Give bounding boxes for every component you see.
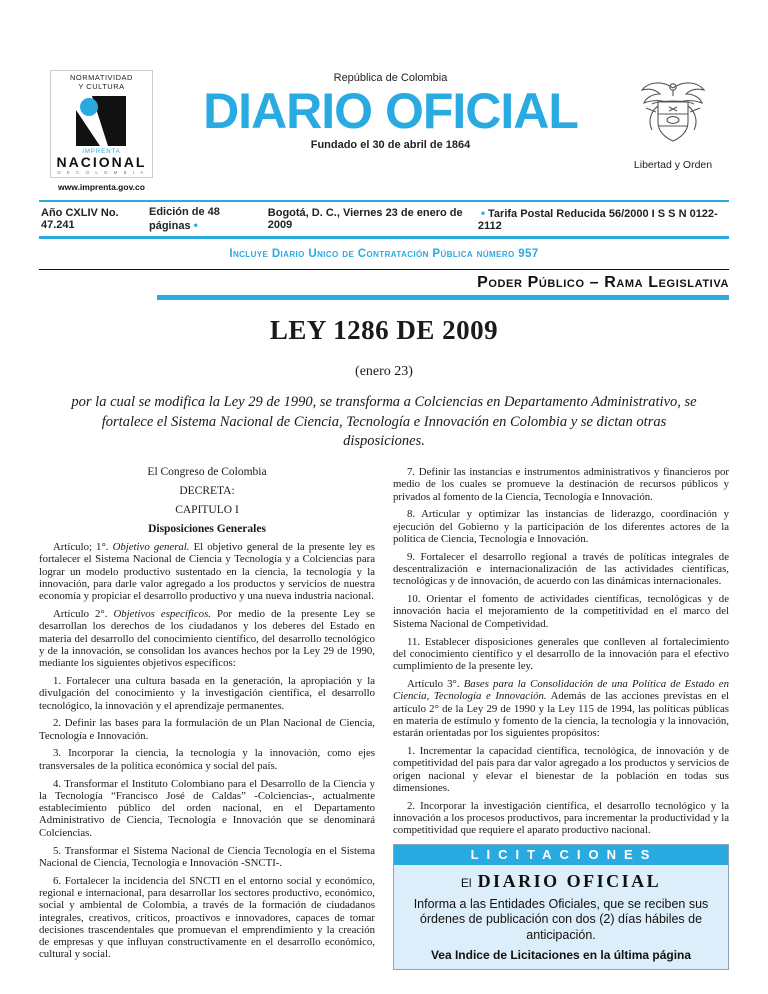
paragraph: 2. Incorporar la investigación científica, el desarrollo tecnológico y la innovación a los procesos productivos, para incrementar la productividad y la competitividad que requiere el aparato productivo nacional. [393, 799, 729, 837]
normatividad-label-line2: Y CULTURA [78, 81, 125, 91]
licitaciones-index-note: Vea Indice de Licitaciones en la última página [430, 948, 692, 963]
law-epigraph: por la cual se modifica la Ley 29 de 1990, se transforma a Colciencias en Departamento Administrativo, se fortalece el Sistema Nacional de Ciencia, Tecnología e Innovación en Colombia y se dictan otras disposiciones. [71, 394, 697, 450]
libertad-y-orden-label: Libertad y Orden [633, 159, 713, 171]
right-column [393, 466, 729, 970]
founded-label: Fundado el 30 de abril de 1864 [310, 139, 471, 151]
left-column [39, 466, 375, 970]
paragraph: Artículo 2°. Objetivos específicos. Por medio de la presente Ley se desarrollan los derechos de los ciudadanos y los deberes del Estado en materia del desarrollo del conocimiento científico, del desarrollo tecnológico y de la innovación, se consolidan los avances hechos por la Ley 29 de 1990, mediante los siguientes objetivos específicos: [39, 608, 375, 670]
masthead [39, 70, 729, 192]
paragraph: 7. Definir las instancias e instrumentos administrativos y financieros por medio de los cuales se promueve la destinación de recursos públicos y privados al fomento de la Ciencia, Tecnología e Innovación. [393, 466, 729, 503]
paragraph: 9. Fortalecer el desarrollo regional a través de políticas integrales de descentralización e internacionalización de las actividades científicas, tecnológicas y de innovación, de acuerdo con las dinámicas internacionales. [393, 550, 729, 588]
masthead-center [164, 70, 617, 151]
right-column-paragraphs [393, 466, 729, 837]
licitaciones-brand-line [394, 871, 728, 892]
paragraph: 1. Incrementar la capacidad científica, tecnológica, de innovación y de competitividad del país para dar valor agregado a los productos y servicios de origen nacional y elevar el bienestar de la población en todas sus dimensiones. [393, 744, 729, 794]
left-column-paragraphs [39, 541, 375, 961]
imprenta-website-text: www.imprenta.gov.co [58, 182, 145, 193]
paragraph: 4. Transformar el Instituto Colombiano para el Desarrollo de la Ciencia y la Tecnología “Francisco José de Caldas” -Colciencias-, actualmente establecimiento público del orden nacional, en el Departamento Administrativo de Ciencia, Tecnología e Innovación que se denominará Colciencias. [39, 777, 375, 839]
imprenta-logo-box [50, 70, 154, 178]
paragraph: 5. Transformar el Sistema Nacional de Ciencia Tecnología en el Sistema Nacional de Ciencia, Tecnología e Innovación -SNCTI-. [39, 844, 375, 869]
issue-meta-bar [39, 200, 729, 239]
section-accent-bar [157, 295, 729, 300]
cyan-bullet-icon: • [480, 206, 486, 221]
imprenta-nacional-mark-icon [72, 94, 130, 148]
paragraph: Artículo 3°. Bases para la Consolidación de una Política de Estado en Ciencia, Tecnología e Innovación. Además de las acciones previstas en el artículo 2° de la Ley 29 de 1990 y la Ley 115 de 1994, las políticas públicas en materia de estímulo y fomento de la ciencia, la tecnología y la innovación, estarán orientadas por los siguientes propósitos: [393, 677, 729, 740]
two-column-body [39, 466, 729, 970]
tariff-text: Tarifa Postal Reducida 56/2000 I S S N 0122-2112 [477, 208, 718, 233]
chapter-line: CAPITULO I [175, 504, 239, 517]
decreta-line: DECRETA: [179, 485, 235, 498]
diario-oficial-title: DIARIO OFICIAL [203, 83, 578, 139]
licitaciones-notice-box [393, 844, 729, 971]
chapter-title: Disposiciones Generales [148, 523, 266, 536]
diario-oficial-front-page [39, 0, 729, 970]
includes-contratacion-line: Incluye Diario Unico de Contratación Pública número 957 [229, 248, 539, 261]
edition-text: Edición de 48 páginas [149, 206, 220, 233]
imprenta-nacional-logo-block [39, 70, 164, 192]
licitaciones-header: LICITACIONES [394, 845, 728, 865]
issue-tariff [478, 206, 727, 232]
normatividad-label-line1: NORMATIVIDAD [70, 73, 133, 82]
issue-year-number: Año CXLIV No. 47.241 [41, 207, 119, 232]
paragraph: 2. Definir las bases para la formulación de un Plan Nacional de Ciencia, Tecnología e Innovación. [39, 717, 375, 742]
colombia-coat-of-arms-icon [632, 78, 714, 152]
section-header-poder-publico: Poder Público – Rama Legislativa [477, 274, 729, 292]
licitaciones-info-text: Informa a las Entidades Oficiales, que se reciben sus órdenes de publicación con dos (2) días hábiles de anticipación. [413, 896, 709, 942]
paragraph: 11. Establecer disposiciones generales que conlleven al fortalecimiento del conocimiento científico y el desarrollo de la innovación para el efectivo cumplimiento de la presente ley. [393, 635, 729, 673]
congress-line: El Congreso de Colombia [147, 466, 267, 479]
coat-of-arms-block [617, 70, 729, 171]
paragraph: 1. Fortalecer una cultura basada en la generación, la apropiación y la divulgación del conocimiento y la investigación científica, el desarrollo tecnológico, la innovación y el aprendizaje permanentes. [39, 674, 375, 712]
issue-edition [149, 206, 268, 232]
paragraph: 10. Orientar el fomento de actividades científicas, tecnológicas y de innovación hacia el mejoramiento de la competitividad en el marco del Sistema Nacional de Competividad. [393, 593, 729, 630]
paragraph: 6. Fortalecer la incidencia del SNCTI en el entorno social y económico, regional e internacional, para desarrollar los sectores productivo, económico, social y ambiental de Colombia, a través de la formación de ciudadanos integrales, creativos, críticos, proactivos e innovadores, capaces de tomar decisiones trascendentales que promuevan el emprendimiento y la creación de empresas y que influyan constructivamente en el desarrollo económico, cultural y social. [39, 874, 375, 961]
paragraph: 8. Articular y optimizar las instancias de liderazgo, coordinación y ejecución del Gobierno y la participación de los diferentes actores de la política de Ciencia, Tecnología e Innovación. [393, 508, 729, 545]
paragraph: Artículo; 1°. Objetivo general. El objetivo general de la presente ley es fortalecer el Sistema Nacional de Ciencia y Tecnología y a Colciencias para lograr un modelo productivo sustentado en la ciencia, la tecnología y la innovación, para darle valor agregado a los productos y servicios de nuestra economía y propiciar el desarrollo productivo y una nueva industria nacional. [39, 541, 376, 603]
section-divider-rule [39, 269, 729, 270]
law-title: LEY 1286 DE 2009 [269, 315, 499, 346]
paragraph: 3. Incorporar la ciencia, la tecnología y la innovación, como ejes transversales de la política económica y social del país. [39, 747, 375, 772]
issue-city-date: Bogotá, D. C., Viernes 23 de enero de 2009 [267, 207, 463, 232]
de-colombia-label: D E C O L O M B I A [57, 170, 146, 176]
cyan-bullet-icon: • [193, 218, 198, 233]
law-date: (enero 23) [355, 364, 413, 380]
nacional-label: NACIONAL [56, 154, 147, 171]
licitaciones-el: El [460, 875, 472, 890]
republic-label: República de Colombia [333, 72, 448, 84]
licitaciones-diario-oficial: DIARIO OFICIAL [477, 870, 662, 891]
law-content [39, 315, 729, 970]
imprenta-label: IMPRENTA [82, 149, 121, 156]
